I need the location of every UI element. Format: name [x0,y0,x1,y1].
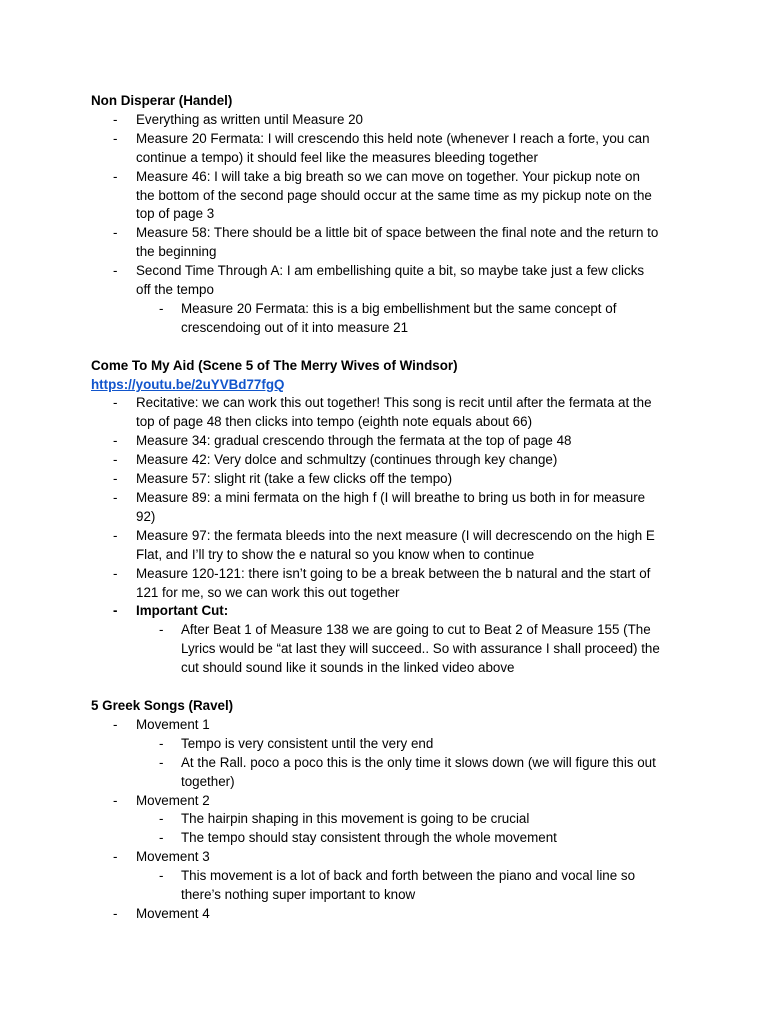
section-title: 5 Greek Songs (Ravel) [91,697,234,713]
bullet-dash: - [113,905,118,921]
text-content: Measure 89: a mini fermata on the high f (I will breathe to bring us both in for measure [136,490,646,506]
text-content: Movement 1 [136,716,210,732]
text-content: 92) [136,508,156,524]
bullet-dash: - [159,811,164,827]
movement-item [91,716,691,735]
text-content: together) [181,773,235,789]
sub-list-item [91,867,691,905]
text-line [91,602,691,621]
bullet-dash: - [113,263,118,279]
bullet-dash: - [113,130,118,146]
bullet-dash: - [113,433,118,449]
bullet-dash: - [159,754,164,770]
bullet-dash: - [113,849,118,865]
text-content: Tempo is very consistent until the very end [181,735,434,751]
text-content: At the Rall. poco a poco this is the only time it slows down (we will figure this out [181,754,656,770]
sub-list-item [91,829,691,848]
list-item [91,565,691,603]
text-content: After Beat 1 of Measure 138 we are going to cut to Beat 2 of Measure 155 (The [181,622,651,638]
sub-list-item [91,621,691,678]
video-link[interactable]: https://youtu.be/2uYVBd77fgQ [91,376,285,392]
text-line [91,224,691,243]
text-content: Measure 34: gradual crescendo through the fermata at the top of page 48 [136,433,572,449]
section-title: Non Disperar (Handel) [91,93,233,108]
important-cut-item [91,602,691,621]
text-line [91,886,691,905]
text-content: Everything as written until Measure 20 [136,111,364,127]
text-content: Second Time Through A: I am embellishing quite a bit, so maybe take just a few clicks [136,263,645,279]
section-handel [91,92,691,338]
text-content: Measure 57: slight rit (take a few clicks off the tempo) [136,471,453,487]
text-content: Movement 2 [136,792,210,808]
text-line [91,432,691,451]
document-body [91,92,691,924]
text-line [91,281,691,300]
text-line [91,640,691,659]
text-content: there’s nothing super important to know [181,887,416,903]
text-content: Measure 58: There should be a little bit of space between the final note and the return to [136,225,659,241]
text-line [91,735,691,754]
list-item [91,451,691,470]
movement-item [91,848,691,867]
text-line [91,394,691,413]
text-content: The tempo should stay consistent through the whole movement [181,830,557,846]
text-content: Measure 42: Very dolce and schmultzy (continues through key change) [136,452,558,468]
text-content: Recitative: we can work this out together! This song is recit until after the fermata at the [136,395,652,411]
text-content: Measure 20 Fermata: this is a big embellishment but the same concept of [181,300,617,316]
text-line [91,319,691,338]
text-line [91,867,691,886]
text-line [91,810,691,829]
text-line [91,376,691,395]
text-line [91,243,691,262]
text-content: The hairpin shaping in this movement is going to be crucial [181,811,530,827]
text-content: Measure 20 Fermata: I will crescendo this held note (whenever I reach a forte, you can [136,130,650,146]
list-item [91,432,691,451]
text-line [91,848,691,867]
movement-item [91,905,691,924]
sub-list-item [91,810,691,829]
text-line [91,754,691,773]
text-line [91,470,691,489]
bullet-dash: - [113,168,118,184]
text-line [91,773,691,792]
list-item [91,262,691,300]
text-content: This movement is a lot of back and forth between the piano and vocal line so [181,868,636,884]
section-ravel [91,697,691,924]
text-line [91,527,691,546]
text-line [91,168,691,187]
bullet-dash: - [113,603,118,619]
text-line [91,187,691,206]
text-content: off the tempo [136,282,214,298]
text-content: the bottom of the second page should occur at the same time as my pickup note on the [136,187,652,203]
bullet-dash: - [159,622,164,638]
text-content: Movement 4 [136,905,210,921]
text-content: the beginning [136,244,217,260]
text-line [91,262,691,281]
bullet-dash: - [113,716,118,732]
bullet-dash: - [159,830,164,846]
text-line [91,300,691,319]
list-item [91,224,691,262]
sub-list-item [91,735,691,754]
text-line [91,205,691,224]
text-content: Flat, and I’ll try to show the e natural so you know when to continue [136,546,535,562]
bullet-dash: - [113,111,118,127]
text-content: Measure 120-121: there isn’t going to be a break between the b natural and the start of [136,565,651,581]
text-line [91,829,691,848]
movement-item [91,792,691,811]
section-title: Come To My Aid (Scene 5 of The Merry Wives of Windsor) [91,357,458,373]
bullet-dash: - [159,868,164,884]
bullet-dash: - [159,735,164,751]
text-content: Lyrics would be “at last they will succeed.. So with assurance I shall proceed) the [181,641,660,657]
text-content: Measure 97: the fermata bleeds into the next measure (I will decrescendo on the high E [136,527,655,543]
bullet-dash: - [113,565,118,581]
text-line [91,451,691,470]
text-line [91,489,691,508]
text-line [91,111,691,130]
bullet-dash: - [113,452,118,468]
text-content: Movement 3 [136,849,210,865]
text-line [91,565,691,584]
bullet-dash: - [113,395,118,411]
text-content: Measure 46: I will take a big breath so we can move on together. Your pickup note on [136,168,640,184]
sub-list-item [91,754,691,792]
text-line [91,508,691,527]
bullet-dash: - [113,490,118,506]
text-line [91,413,691,432]
text-line [91,621,691,640]
list-item [91,470,691,489]
text-line [91,149,691,168]
text-content: continue a tempo) it should feel like the measures bleeding together [136,149,538,165]
text-line [91,130,691,149]
text-content: 121 for me, so we can work this out together [136,584,400,600]
bullet-dash: - [113,792,118,808]
text-content: crescendoing out of it into measure 21 [181,319,409,335]
bullet-dash: - [113,527,118,543]
list-item [91,168,691,225]
section-merry-wives [91,357,691,678]
list-item [91,489,691,527]
text-line [91,716,691,735]
text-line [91,792,691,811]
text-content: top of page 48 then clicks into tempo (eighth note equals about 66) [136,414,533,430]
bullet-dash: - [113,471,118,487]
text-content: Important Cut: [136,603,229,619]
bullet-dash: - [159,300,164,316]
text-line [91,905,691,924]
bullet-dash: - [113,225,118,241]
list-item [91,111,691,130]
list-item [91,130,691,168]
list-item [91,527,691,565]
text-content: cut should sound like it sounds in the linked video above [181,660,515,676]
sub-list-item [91,300,691,338]
text-line [91,546,691,565]
text-line [91,659,691,678]
text-content: top of page 3 [136,206,215,222]
list-item [91,394,691,432]
text-line [91,584,691,603]
